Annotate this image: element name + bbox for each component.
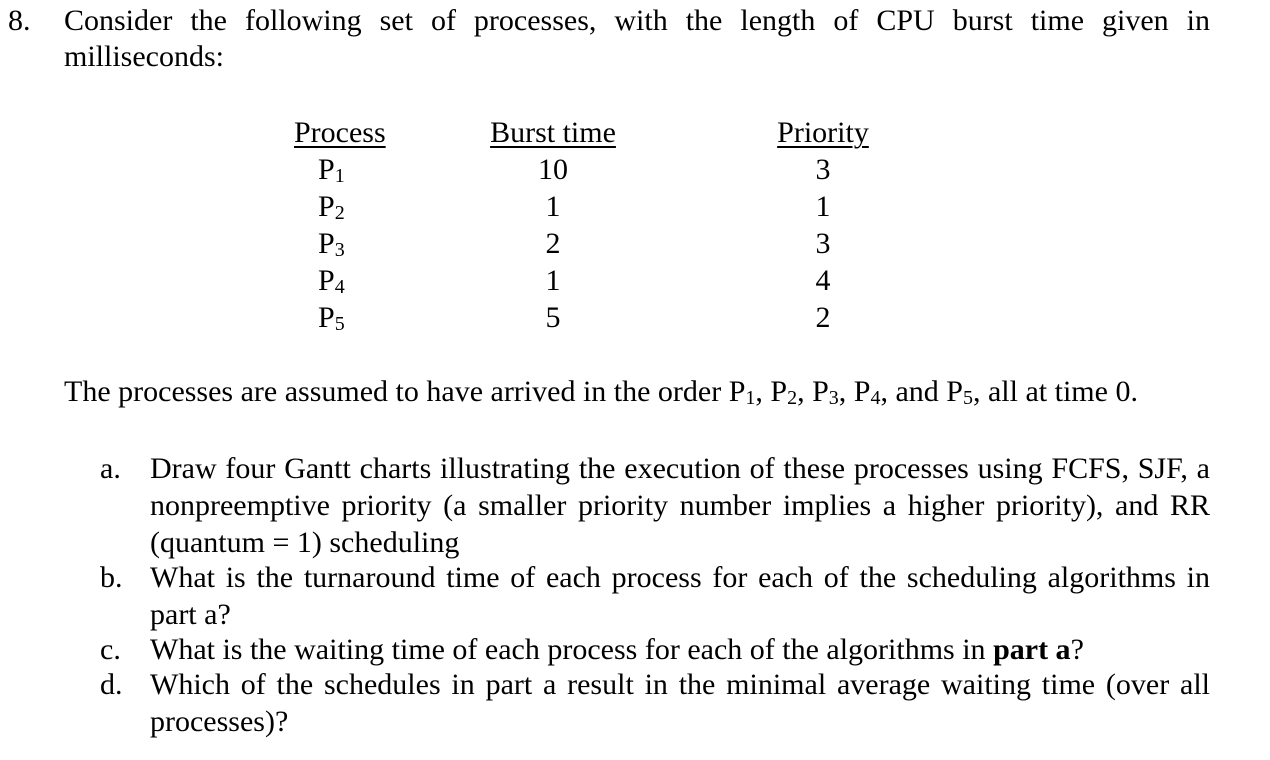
part-c-text (150, 631, 1210, 668)
process-header: Process (294, 116, 386, 149)
assumption-text: , P (797, 375, 829, 408)
burst-cell-4: 1 (545, 264, 561, 297)
process-letter: P (318, 264, 335, 297)
part-b-text: What is the turnaround time of each process for each of the scheduling algorithms in part a? (150, 561, 1210, 631)
part-b-label: b. (100, 561, 123, 594)
process-letter: P (318, 227, 335, 260)
priority-column (774, 114, 872, 336)
process-cell-2 (294, 188, 386, 225)
process-letter: P (318, 190, 335, 223)
assumption-text: , and P (880, 375, 963, 408)
part-b (100, 559, 1210, 633)
part-a-label: a. (100, 452, 121, 485)
process-letter: P (318, 301, 335, 334)
question-intro: Consider the following set of processes, with the length of CPU burst time given in milliseconds: (64, 4, 1210, 73)
priority-cell-1: 3 (815, 153, 831, 186)
sub-questions (100, 450, 1210, 740)
question-number: 8. (8, 4, 31, 37)
assumption-text: The processes are assumed to have arrived in the order P (64, 375, 746, 408)
part-c (100, 631, 1210, 668)
priority-cell-3: 3 (815, 227, 831, 260)
part-c-pre: What is the waiting time of each process for each of the algorithms in (150, 633, 994, 666)
burst-cell-2: 1 (545, 190, 561, 223)
burst-column (486, 114, 620, 336)
priority-cell-5: 2 (815, 301, 831, 334)
process-cell-5 (294, 299, 386, 336)
priority-header: Priority (777, 116, 869, 149)
assumption-subscript: 5 (962, 387, 973, 409)
burst-cell-3: 2 (545, 227, 561, 260)
part-c-post: ? (1070, 633, 1084, 666)
process-subscript: 3 (334, 239, 345, 261)
part-d (100, 666, 1210, 740)
assumption-subscript: 1 (745, 387, 756, 409)
part-d-text: Which of the schedules in part a result in the minimal average waiting time (over all processes)? (150, 668, 1210, 738)
part-c-bold: part a (993, 633, 1071, 666)
process-column (294, 114, 386, 336)
priority-cell-2: 1 (815, 190, 831, 223)
burst-cell-1: 10 (538, 153, 568, 186)
part-a (100, 450, 1210, 561)
priority-cell-4: 4 (815, 264, 831, 297)
process-cell-4 (294, 262, 386, 299)
burst-cell-5: 5 (545, 301, 561, 334)
process-subscript: 4 (334, 276, 345, 298)
assumption-text: , P (755, 375, 788, 408)
process-subscript: 1 (334, 165, 345, 187)
process-subscript: 5 (334, 313, 345, 335)
part-c-label: c. (100, 633, 121, 666)
assumption-subscript: 4 (870, 387, 881, 409)
part-d-label: d. (100, 668, 123, 701)
assumption-text: , P (838, 375, 871, 408)
arrival-assumption (64, 373, 1138, 411)
process-subscript: 2 (334, 202, 345, 224)
assumption-subscript: 3 (828, 387, 839, 409)
process-letter: P (318, 153, 335, 186)
process-cell-1 (294, 151, 386, 188)
process-cell-3 (294, 225, 386, 262)
assumption-subscript: 2 (787, 387, 798, 409)
burst-header: Burst time (490, 116, 616, 149)
assumption-text: , all at time 0. (972, 375, 1138, 408)
part-a-text: Draw four Gantt charts illustrating the execution of these processes using FCFS, SJF, a nonpreemptive priority (a smaller priority number implies a higher priority), and RR (quantum = 1) scheduling (150, 452, 1210, 559)
